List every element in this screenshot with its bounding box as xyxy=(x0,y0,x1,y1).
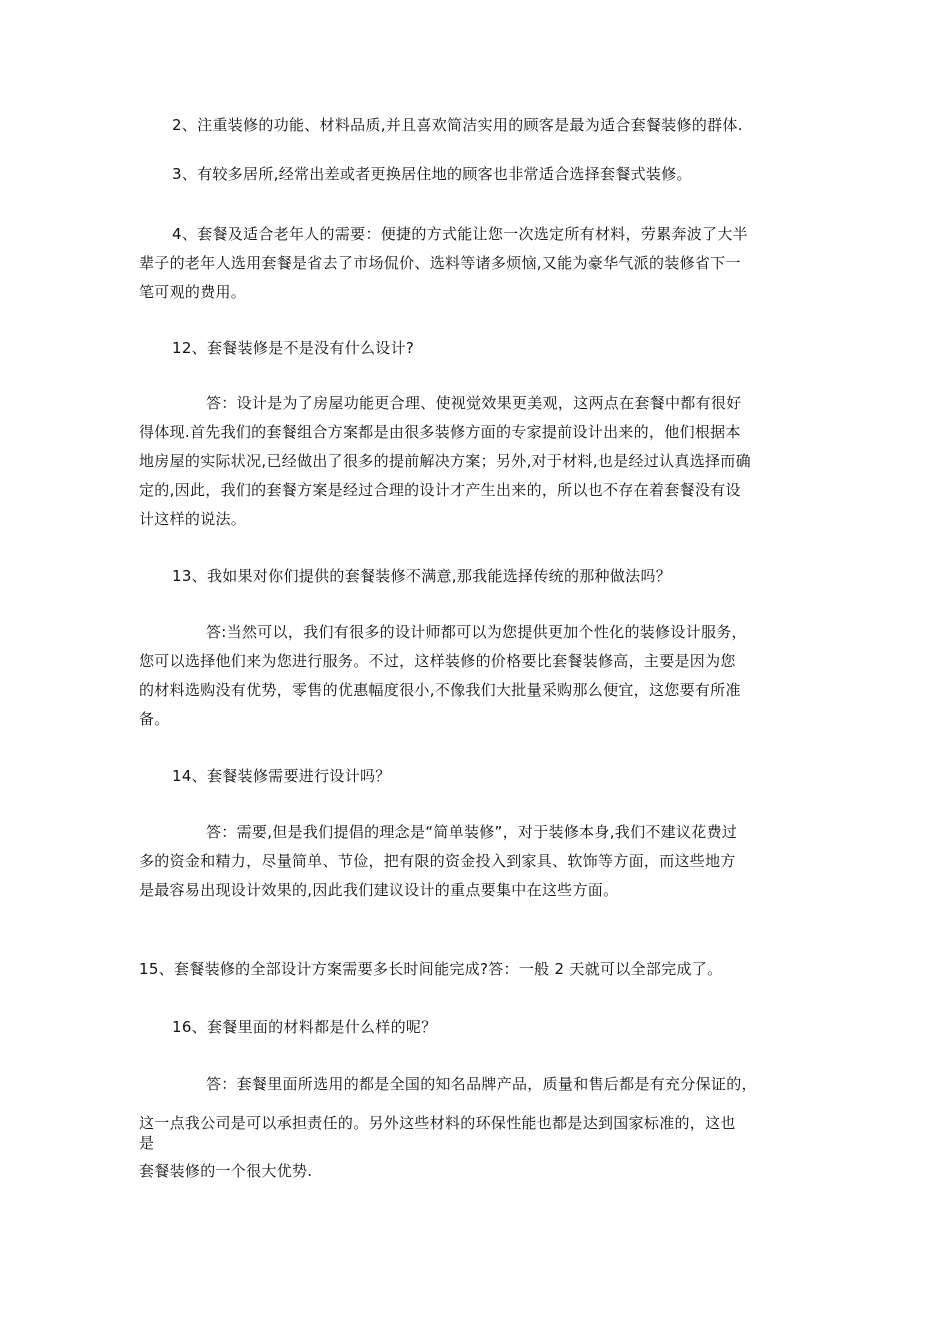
paragraph-line: 2、注重装修的功能、材料品质,并且喜欢简洁实用的顾客是最为适合套餐装修的群体. xyxy=(172,116,743,134)
answer-line: 这一点我公司是可以承担责任的。另外这些材料的环保性能也都是达到国家标准的，这也 xyxy=(139,1114,736,1132)
answer-line: 是最容易出现设计效果的,因此我们建议设计的重点要集中在这些方面。 xyxy=(139,881,619,899)
answer-line: 套餐装修的一个很大优势. xyxy=(139,1162,313,1180)
question-heading: 14、套餐装修需要进行设计吗？ xyxy=(172,767,391,785)
answer-line: 答：需要,但是我们提倡的理念是“简单装修”，对于装修本身,我们不建议花费过 xyxy=(206,823,738,841)
answer-line: 定的,因此，我们的套餐方案是经过合理的设计才产生出来的，所以也不存在着套餐没有设 xyxy=(139,481,741,499)
answer-line: 得体现.首先我们的套餐组合方案都是由很多装修方面的专家提前设计出来的，他们根据本 xyxy=(139,423,741,441)
question-heading: 16、套餐里面的材料都是什么样的呢？ xyxy=(172,1018,437,1036)
answer-line: 答：设计是为了房屋功能更合理、使视觉效果更美观，这两点在套餐中都有很好 xyxy=(206,394,742,412)
answer-line: 答：套餐里面所选用的都是全国的知名品牌产品，质量和售后都是有充分保证的， xyxy=(206,1075,757,1093)
question-heading: 12、套餐装修是不是没有什么设计? xyxy=(172,339,415,357)
answer-line: 备。 xyxy=(139,710,170,728)
answer-line: 的材料选购没有优势，零售的优惠幅度很小,不像我们大批量采购那么便宜，这您要有所准 xyxy=(139,681,741,699)
paragraph-line: 4、套餐及适合老年人的需要：便捷的方式能让您一次选定所有材料，劳累奔波了大半 xyxy=(172,225,748,243)
paragraph-line: 笔可观的费用。 xyxy=(139,283,247,301)
question-heading: 13、我如果对你们提供的套餐装修不满意,那我能选择传统的那种做法吗？ xyxy=(172,567,672,585)
answer-line: 计这样的说法。 xyxy=(139,510,247,528)
question-heading: 15、套餐装修的全部设计方案需要多长时间能完成?答：一般 2 天就可以全部完成了。 xyxy=(139,960,723,978)
answer-line: 多的资金和精力，尽量简单、节俭，把有限的资金投入到家具、软饰等方面，而这些地方 xyxy=(139,852,736,870)
paragraph-line: 3、有较多居所,经常出差或者更换居住地的顾客也非常适合选择套餐式装修。 xyxy=(172,165,692,183)
answer-line: 您可以选择他们来为您进行服务。不过，这样装修的价格要比套餐装修高，主要是因为您 xyxy=(139,652,736,670)
answer-line: 是 xyxy=(139,1134,155,1152)
answer-line: 地房屋的实际状况,已经做出了很多的提前解决方案；另外,对于材料,也是经过认真选择而确 xyxy=(139,452,751,470)
answer-line: 答:当然可以，我们有很多的设计师都可以为您提供更加个性化的装修设计服务， xyxy=(206,623,747,641)
paragraph-line: 辈子的老年人选用套餐是省去了市场侃价、选料等诸多烦恼,又能为豪华气派的装修省下一 xyxy=(139,254,741,272)
